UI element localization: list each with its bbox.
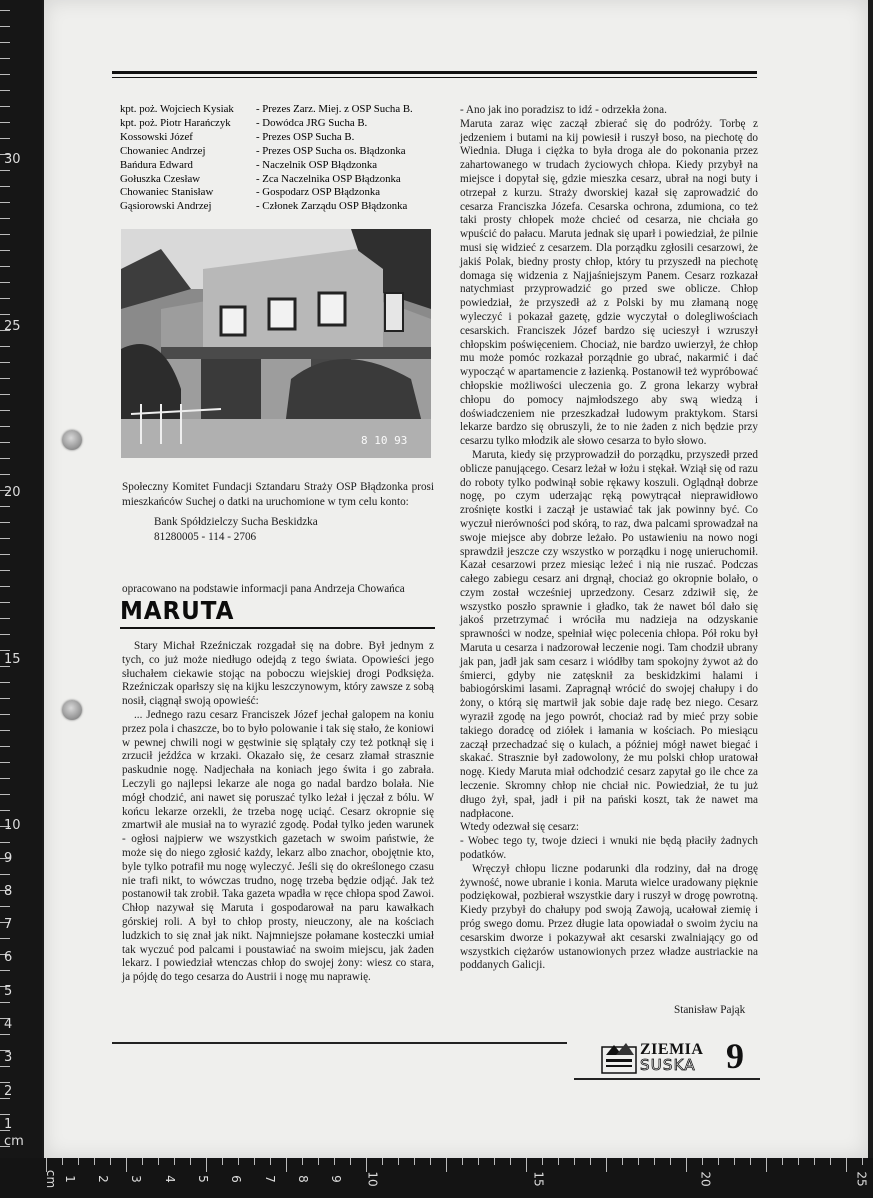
article-paragraph: Maruta zaraz więc zaczął zbierać się do podróży. Torbę z jedzeniem i butami na kij powiesił i ruszył boso, na piechotę do Wiednia. Długa i ciężka to była droga ale do pokonania przez zahartowanego w trudach życiowych chłopa. Kiedy przybył na miejsce i dopytał się, gdzie mieszka cesarz, ubrał na nogi buty i otrzepał z kurzu. Straży dworskiej kazał się zaprowadzić do cesarza Franciszka Józefa. Cesarska ochrona, zdumiona, co też taki prosty chłopek może chcieć od cesarza, nie chciała go wpuścić do pałacu. Maruta jednak się uparł i powiedział, że pilnie musi się widzieć z cesarzem. Dla porządku zgłosili cesarzowi, że jakiś Polak, biedny prosty chłop, który tu przyszedł na piechotę domaga się widzenia z Najjaśniejszym Panem. Cesarz rozkazał natychmiast przyprowadzić go przed swe oblicze. Chłop powiedział, że przyszedł aż z Polski by mu złamaną nogę wyleczyć i pokazał gazetę, gdzie wyczytał o dolegliwościach cesarskich. Franciszek Józef bardzo się ucieszył i wzruszył chłopskim poświęceniem. Chociaż, nie bardzo uwierzył, że chłop mu może pomóc rozkazał porządnie go ubrać, nakarmić i dać wypocząć w apartamencie z łazienką. Postanowił też wypróbować chłopskie możliwości uleczenia go. Z grona lekarzy wybrał chłopu do pomocy najmłodszego aby swą wiedzą i doświadczeniem nie przeszkadzał ludowym praktykom. Starsi lekarze bardzo się obruszyli, że to nie żaden z nich będzie przy cesarzu tylko młodzik ale słowo cesarza to było słowo. bbox=[460, 117, 758, 448]
ruler-label: 20 bbox=[698, 1171, 713, 1187]
ruler-tick bbox=[0, 730, 10, 731]
ruler-tick bbox=[0, 266, 10, 267]
ruler-tick bbox=[0, 218, 10, 219]
ruler-label: 6 bbox=[4, 950, 13, 965]
ruler-tick bbox=[0, 586, 10, 587]
official-name: Kossowski Józef bbox=[120, 130, 193, 143]
article-author: Stanisław Pająk bbox=[674, 1004, 746, 1016]
ruler-tick bbox=[0, 378, 10, 379]
ruler-tick bbox=[94, 1158, 95, 1165]
ruler-left bbox=[0, 0, 42, 1160]
ruler-tick bbox=[0, 58, 10, 59]
ruler-tick bbox=[446, 1158, 447, 1172]
official-role: - Gospodarz OSP Błądzonka bbox=[256, 186, 381, 199]
bank-account: 81280005 - 114 - 2706 bbox=[154, 530, 257, 543]
ruler-tick bbox=[0, 698, 10, 699]
ruler-label: 10 bbox=[365, 1171, 380, 1187]
ruler-tick bbox=[702, 1158, 703, 1165]
ruler-label: 7 bbox=[4, 917, 13, 932]
official-role: - Dowódca JRG Sucha B. bbox=[256, 116, 368, 129]
ruler-tick bbox=[0, 570, 10, 571]
ruler-tick bbox=[670, 1158, 671, 1165]
ruler-label: 9 bbox=[4, 851, 13, 866]
ruler-tick bbox=[334, 1158, 335, 1165]
ruler-tick bbox=[142, 1158, 143, 1165]
top-rule-thin bbox=[112, 77, 757, 78]
ruler-tick bbox=[0, 1034, 10, 1035]
ruler-tick bbox=[862, 1158, 863, 1165]
ruler-tick bbox=[366, 1158, 367, 1172]
ruler-tick bbox=[0, 714, 10, 715]
official-name: Gąsiorowski Andrzej bbox=[120, 200, 212, 213]
ruler-tick bbox=[0, 970, 10, 971]
ruler-tick bbox=[350, 1158, 351, 1165]
ruler-label: 8 bbox=[295, 1175, 310, 1183]
ruler-tick bbox=[782, 1158, 783, 1165]
official-row bbox=[120, 186, 432, 200]
ruler-tick bbox=[286, 1158, 287, 1172]
ruler-tick bbox=[414, 1158, 415, 1165]
ruler-tick bbox=[0, 554, 10, 555]
bank-name: Bank Spółdzielczy Sucha Beskidzka bbox=[154, 516, 318, 529]
ruler-tick bbox=[0, 874, 10, 875]
article-paragraph: Stary Michał Rzeźniczak rozgadał się na dobre. Był jednym z tych, co już może niedługo odejdą z tego świata. Opowieści jego słuchałem ciekawie stojąc na poboczu wiejskiej drogi Podksięża. Rzeźniczak oparłszy się na kijku leszczynowym, który zawsze z sobą nosił, ciągnął swoją opowieść: bbox=[122, 640, 434, 708]
article-paragraph: - Ano jak ino poradzisz to idź - odrzekła żona. bbox=[460, 104, 667, 116]
ruler-tick bbox=[638, 1158, 639, 1165]
ruler-tick bbox=[750, 1158, 751, 1165]
ruler-label: 25 bbox=[854, 1171, 869, 1187]
ruler-tick bbox=[0, 394, 10, 395]
ruler-tick bbox=[766, 1158, 767, 1172]
ruler-tick bbox=[222, 1158, 223, 1165]
ruler-tick bbox=[0, 74, 10, 75]
ruler-tick bbox=[430, 1158, 431, 1165]
ruler-tick bbox=[174, 1158, 175, 1165]
ruler-tick bbox=[0, 170, 10, 171]
ruler-tick bbox=[0, 282, 10, 283]
page-number: 9 bbox=[726, 1036, 744, 1076]
ruler-tick bbox=[846, 1158, 847, 1172]
ruler-tick bbox=[814, 1158, 815, 1165]
official-row bbox=[120, 200, 432, 214]
ruler-tick bbox=[0, 650, 10, 651]
article-paragraph: Wtedy odezwał się cesarz: bbox=[460, 821, 579, 834]
article-paragraph: - Wobec tego ty, twoje dzieci i wnuki nie będą płaciły żadnych podatków. bbox=[460, 835, 758, 862]
bank-details bbox=[154, 515, 434, 544]
ruler-tick bbox=[0, 138, 10, 139]
ruler-tick bbox=[0, 410, 10, 411]
fire-station-photo bbox=[121, 229, 431, 458]
punch-hole bbox=[62, 430, 82, 450]
source-credit: opracowano na podstawie informacji pana Andrzeja Chowańca bbox=[122, 583, 405, 595]
ruler-tick bbox=[190, 1158, 191, 1165]
ruler-tick bbox=[0, 202, 10, 203]
ruler-tick bbox=[0, 746, 10, 747]
ruler-tick bbox=[0, 602, 10, 603]
ruler-tick bbox=[0, 842, 10, 843]
official-row bbox=[120, 145, 432, 159]
ruler-tick bbox=[0, 810, 10, 811]
ruler-tick bbox=[0, 906, 10, 907]
ruler-tick bbox=[478, 1158, 479, 1165]
fire-station-illustration bbox=[121, 229, 431, 458]
ruler-tick bbox=[0, 634, 10, 635]
donation-appeal bbox=[122, 480, 434, 544]
ruler-label: 5 bbox=[195, 1175, 210, 1183]
ruler-tick bbox=[526, 1158, 527, 1172]
ruler-tick bbox=[830, 1158, 831, 1165]
photo-date-stamp: 8 10 93 bbox=[361, 434, 408, 447]
ruler-tick bbox=[206, 1158, 207, 1172]
ruler-tick bbox=[0, 794, 10, 795]
footer-rule bbox=[112, 1042, 567, 1044]
ruler-tick bbox=[574, 1158, 575, 1165]
ruler-tick bbox=[0, 1066, 10, 1067]
ruler-tick bbox=[382, 1158, 383, 1165]
ruler-tick bbox=[734, 1158, 735, 1165]
official-row bbox=[120, 103, 432, 117]
ruler-tick bbox=[798, 1158, 799, 1165]
ruler-tick bbox=[686, 1158, 687, 1172]
ruler-tick bbox=[0, 234, 10, 235]
masthead bbox=[600, 1037, 760, 1077]
ruler-tick bbox=[238, 1158, 239, 1165]
ruler-tick bbox=[0, 1114, 10, 1115]
article-right-column bbox=[460, 104, 758, 973]
ruler-label: 20 bbox=[4, 485, 21, 500]
official-row bbox=[120, 117, 432, 131]
article-left-column bbox=[122, 640, 434, 985]
ruler-tick bbox=[0, 938, 10, 939]
ruler-label: 3 bbox=[4, 1050, 13, 1065]
article-paragraph: Maruta, kiedy się przyprowadził do porządku, przyszedł przed oblicze panującego. Cesarz leżał w łożu i stękał. Wziął się od razu do roboty tylko podwinął sobie rękawy koszuli. Oglądnął dobrze nogę, po czym uderzając ręką powytrącał nieprawidłowo zrośnięte kostki i zaczął je ustawiać tak jak powinny być. Co wyczuł nierówności pod skórą, to raz, dwa palcami sprowadzał na swoje miejsce aby dobrze leżało. Po ustawieniu na nowo nogi sprawdził jeszcze czy wszystko w porządku i nogę unieruchomił. Kazał cesarzowi przez miesiąc leżeć i nią nie ruszać. Podczas całego zabiegu cesarz ani drgnął, chociaż go okropnie bolało, o czym został wcześniej uprzedzony. Cesarz zdziwił się, że wszystko poszło sprawnie i gładko, tak że nawet ból dało się jakoś przetrzymać i wróciła mu nadzieja na odzyskanie sprawności w nodze, spełniał więc polecenia chłopa. Pół roku był Maruta u cesarza i nadzorował leczenie nogi. Tam chodził ubrany jak pan, jadł jak sam cesarz i wiódłby tam spokojny żywot aż do śmierci, gdyby nie zatęsknił za beskidzkimi halami i babiogórskimi lasami. Zapragnął wrócić do swojej chałupy i do żony, o którą się martwił jak sobie daje radę bez niego. Cesarz wyraził zgodę na jego powrót, chociaż rad by mieć przy sobie takiego doradcę od ziółek i łamania w kościach. Po miesiącu zaczął przechadzać się o kulach, a później mógł nawet biegać i skakać. Strasznie był zadowolony, że mu polski chłop uratował nogę. Kiedy Maruta miał odchodzić cesarz zapytał go ile chce za leczenie. Skromny chłop nie chciał nic. Powiedział, że tu już długo żył, spał, jadł i pił na pański koszt, tak że nawet ma nadpłacone. bbox=[460, 448, 758, 820]
ruler-tick bbox=[0, 186, 10, 187]
ruler-tick bbox=[622, 1158, 623, 1165]
ruler-tick bbox=[0, 90, 10, 91]
ruler-label: 2 bbox=[4, 1084, 13, 1099]
ruler-tick bbox=[654, 1158, 655, 1165]
ruler-tick bbox=[318, 1158, 319, 1165]
ruler-label: 25 bbox=[4, 319, 21, 334]
official-row bbox=[120, 131, 432, 145]
ruler-tick bbox=[542, 1158, 543, 1165]
ruler-tick bbox=[0, 314, 10, 315]
ruler-tick bbox=[0, 778, 10, 779]
ruler-label: 2 bbox=[95, 1175, 110, 1183]
official-name: Gołuszka Czesław bbox=[120, 172, 201, 185]
official-name: Chowaniec Stanisław bbox=[120, 186, 214, 199]
ruler-tick bbox=[0, 442, 10, 443]
ruler-tick bbox=[0, 474, 10, 475]
ruler-tick bbox=[254, 1158, 255, 1165]
ruler-tick bbox=[0, 1082, 10, 1083]
ruler-tick bbox=[606, 1158, 607, 1172]
ruler-tick bbox=[0, 538, 10, 539]
ruler-label: 10 bbox=[4, 818, 21, 833]
ruler-tick bbox=[0, 618, 10, 619]
title-underline bbox=[120, 627, 435, 629]
ruler-tick bbox=[0, 298, 10, 299]
ruler-tick bbox=[494, 1158, 495, 1165]
official-name: Chowaniec Andrzej bbox=[120, 144, 206, 157]
ruler-tick bbox=[398, 1158, 399, 1165]
top-rule bbox=[112, 71, 757, 74]
ruler-label: 8 bbox=[4, 884, 13, 899]
ruler-label: 3 bbox=[128, 1175, 143, 1183]
ruler-tick bbox=[462, 1158, 463, 1165]
ruler-tick bbox=[0, 1002, 10, 1003]
ruler-tick bbox=[0, 26, 10, 27]
ruler-tick bbox=[558, 1158, 559, 1165]
official-role: - Prezes OSP Sucha os. Błądzonka bbox=[256, 144, 406, 157]
ruler-label: 5 bbox=[4, 984, 13, 999]
footer-rule-right bbox=[574, 1078, 760, 1080]
official-role: - Naczelnik OSP Błądzonka bbox=[256, 158, 378, 171]
ruler-tick bbox=[0, 362, 10, 363]
ruler-label: 4 bbox=[4, 1017, 13, 1032]
official-role: - Członek Zarządu OSP Błądzonka bbox=[256, 200, 408, 213]
officials-list bbox=[120, 103, 432, 214]
masthead-logo-icon bbox=[600, 1039, 638, 1075]
official-name: Bańdura Edward bbox=[120, 158, 193, 171]
punch-hole bbox=[62, 700, 82, 720]
ruler-tick bbox=[62, 1158, 63, 1165]
article-title: MARUTA bbox=[120, 596, 235, 625]
ruler-tick bbox=[0, 346, 10, 347]
official-row bbox=[120, 173, 432, 187]
official-role: - Prezes Zarz. Miej. z OSP Sucha B. bbox=[256, 103, 413, 115]
ruler-label: 7 bbox=[262, 1175, 277, 1183]
official-role: - Zca Naczelnika OSP Błądzonka bbox=[256, 172, 401, 185]
ruler-tick bbox=[110, 1158, 111, 1165]
official-role: - Prezes OSP Sucha B. bbox=[256, 130, 355, 143]
magazine-page bbox=[44, 0, 868, 1158]
ruler-tick bbox=[158, 1158, 159, 1165]
ruler-label: 1 bbox=[62, 1175, 77, 1183]
ruler-label: 6 bbox=[228, 1175, 243, 1183]
ruler-tick bbox=[0, 122, 10, 123]
ruler-tick bbox=[510, 1158, 511, 1165]
official-name: kpt. poż. Piotr Harańczyk bbox=[120, 116, 231, 129]
article-paragraph: ... Jednego razu cesarz Franciszek Józef jechał galopem na koniu przez pola i chaszcze, bo to było polowanie i tak się stało, że koniowi w pewnej chwili nogi w gęstwinie się splątały czy też potknął się i zrzucił jeźdźca w krzaki. Okazało się, że cesarz złamał strasznie paskudnie nogę. Nadjechała na koniach jego świta i go zabrała. Leczyli go najlepsi lekarze ale noga go nadal bardzo bolała. Nie mógł chodzić, ani nawet się poruszać tylko leżał i jęczał z bólu. W końcu lekarze orzekli, że trzeba nogę uciąć. Cesarz okropnie się zmartwił ale musiał na to wyrazić zgodę. Podał tylko jeden warunek - ogłosi najpierw we wszystkich gazetach w swoim państwie, że może się do niego zgłosić każdy, lekarz albo znachor, obojętnie kto, byle tylko potrafił mu nogę wyleczyć. Jeśli się do określonego czasu nie trafi nikt, to wówczas trudno, nogę trzeba będzie odjąć. Jak też postanowił tak zrobił. Taka gazeta wpadła w ręce chłopa spod Zawoi. Chłop nazywał się Maruta i gospodarował na paru kawałkach górskiej roli. A był to chłop prosty, nieuczony, ale na kościach ludzkich to się znał jak nikt. Najmniejsze połamane kosteczki umiał tak wyczuć pod palcami i poustawiać na swoim miejscu, jak żaden lekarz. I powiedział wtenczas chłop do swojej żony: wiesz co stara, ja pójdę do tego cesarza do Austrii i nogę mu naprawię. bbox=[122, 708, 434, 984]
ruler-tick bbox=[0, 10, 10, 11]
masthead-title: ZIEMIA bbox=[640, 1041, 704, 1058]
ruler-label: cm bbox=[4, 1134, 24, 1149]
ruler-tick bbox=[0, 458, 10, 459]
ruler-label: 4 bbox=[162, 1175, 177, 1183]
ruler-tick bbox=[270, 1158, 271, 1165]
appeal-text: Społeczny Komitet Fundacji Sztandaru Straży OSP Błądzonka prosi mieszkańców Suchej o datki na uruchomione w tym celu konto: bbox=[122, 481, 434, 508]
ruler-tick bbox=[0, 506, 10, 507]
ruler-tick bbox=[126, 1158, 127, 1172]
ruler-tick bbox=[0, 426, 10, 427]
official-row bbox=[120, 159, 432, 173]
ruler-label: 30 bbox=[4, 152, 21, 167]
ruler-bottom bbox=[0, 1158, 873, 1198]
ruler-tick bbox=[718, 1158, 719, 1165]
ruler-tick bbox=[0, 522, 10, 523]
masthead-subtitle: SUSKA bbox=[640, 1056, 696, 1074]
article-paragraph: Wręczył chłopu liczne podarunki dla rodziny, dał na drogę żywność, nowe ubranie i konia. Maruta wielce uradowany pięknie podziękował, pozbierał wszystkie dary i ruszył w drogę powrotną. Kiedy przybył do chałupy pod swoją Zawoją, ucałował ziemię i próg swego domu. Przez długie lata opowiadał o swoim życiu na cesarskim dworze i pokazywał akt cesarski zwalniający go od wszystkich ciężarów ustanowionych przez władze austriackie na poddanych Galicji. bbox=[460, 862, 758, 972]
ruler-tick bbox=[590, 1158, 591, 1165]
ruler-tick bbox=[0, 682, 10, 683]
ruler-tick bbox=[0, 42, 10, 43]
official-name: kpt. poż. Wojciech Kysiak bbox=[120, 103, 234, 115]
ruler-label: 15 bbox=[531, 1171, 546, 1187]
ruler-label: cm bbox=[44, 1169, 59, 1189]
ruler-tick bbox=[0, 762, 10, 763]
ruler-tick bbox=[78, 1158, 79, 1165]
ruler-tick bbox=[0, 250, 10, 251]
ruler-label: 1 bbox=[4, 1117, 13, 1132]
ruler-label: 9 bbox=[328, 1175, 343, 1183]
ruler-label: 15 bbox=[4, 652, 21, 667]
ruler-tick bbox=[302, 1158, 303, 1165]
ruler-tick bbox=[0, 106, 10, 107]
